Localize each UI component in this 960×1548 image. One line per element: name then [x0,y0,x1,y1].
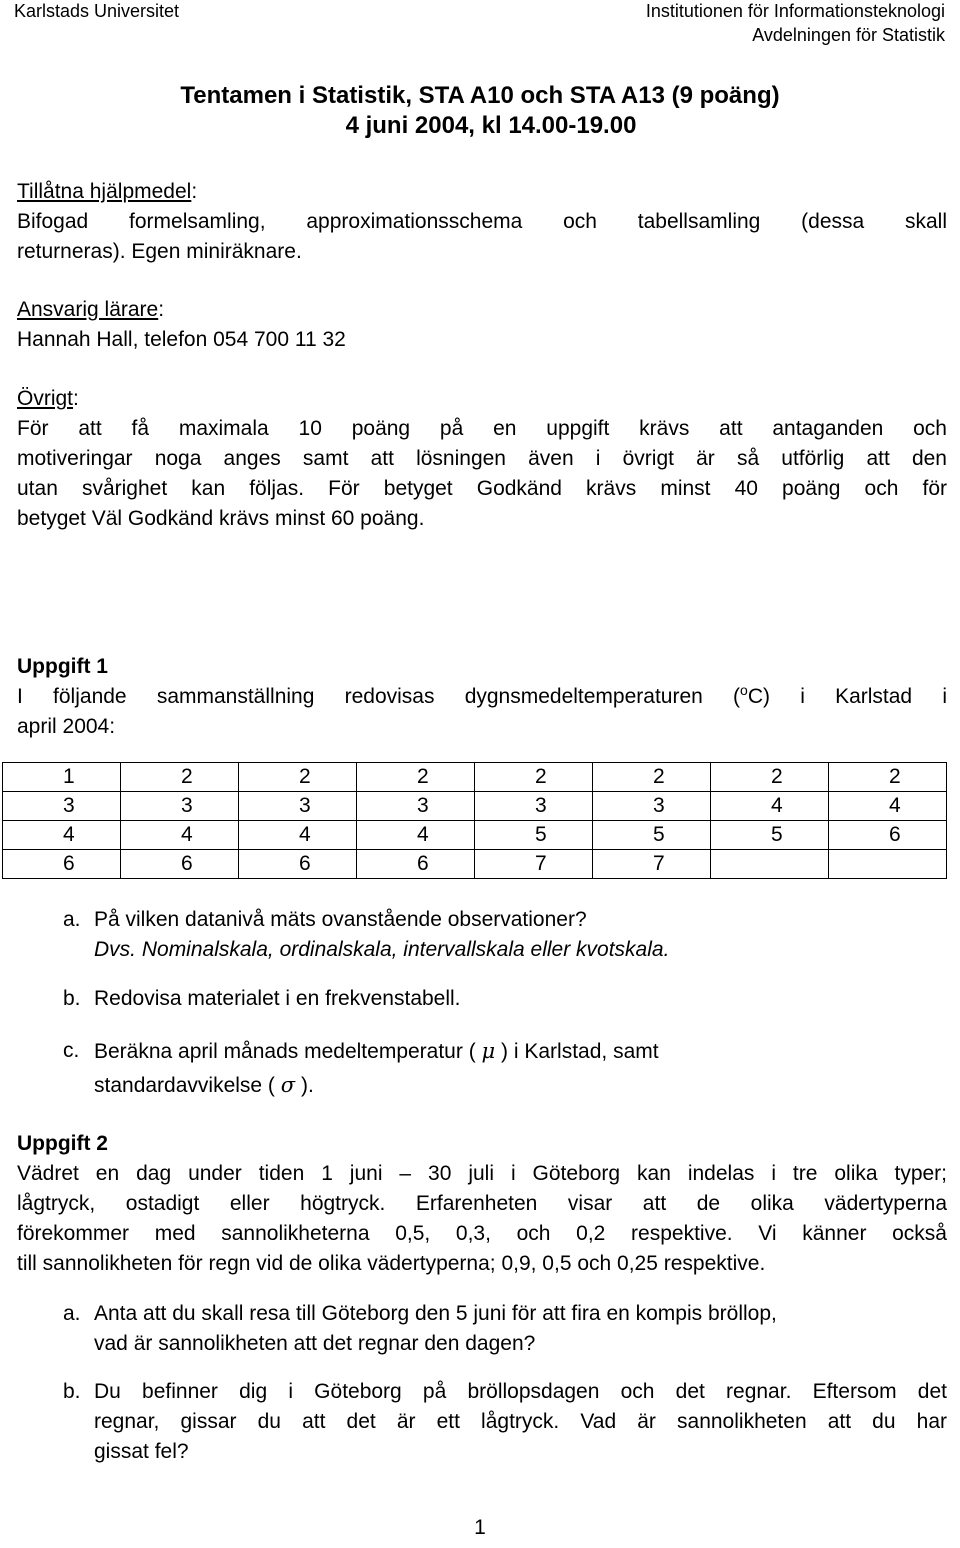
table-row [3,792,947,821]
table-cell: 3 [239,792,357,821]
table-cell: 3 [593,792,711,821]
table-cell: 5 [475,821,593,850]
other-line3: utan svårighet kan följas. För betyget Godkänd krävs minst 40 poäng och för [17,477,947,500]
exam-title-line2: 4 juni 2004, kl 14.00-19.00 [345,112,637,139]
table-cell: 6 [121,850,239,879]
other-line4: betyget Väl Godkänd krävs minst 60 poäng. [17,507,425,530]
table-cell: 4 [121,821,239,850]
page-number: 1 [474,1516,486,1539]
table-cell: 2 [121,763,239,792]
task1-section [17,652,947,742]
table-cell: 6 [3,850,121,879]
task2-b-line3: gissat fel? [94,1440,189,1463]
other-section: Övrigt: För att få maximala 10 poäng på en uppgift krävs att antaganden och motiveringar noga anges samt att lösningen även i övrigt är så utförlig att den utan svårighet kan följas. För betyget Godkänd krävs minst 40 poäng och för betyget Väl Godkänd krävs minst 60 poäng. [17,384,947,534]
table-cell: 4 [3,821,121,850]
table-cell: 5 [711,821,829,850]
allowed-aids-line2: returneras). Egen miniräknare. [17,240,302,263]
table-cell: 6 [829,821,947,850]
table-cell: 6 [357,850,475,879]
task2-a-line1: Anta att du skall resa till Göteborg den 5 juni för att fira en kompis bröllop, [94,1302,777,1325]
task2-a-label: a. [63,1302,81,1325]
table-cell: 2 [475,763,593,792]
task2-line2: lågtryck, ostadigt eller högtryck. Erfarenheten visar att de olika vädertyperna [17,1192,947,1215]
degree-superscript: o [740,682,748,698]
task2-b-label: b. [63,1380,81,1403]
table-row [3,821,947,850]
task1-intro-line1: I följande sammanställning redovisas dygnsmedeltemperaturen ($^o$C) i Karlstad i [17,682,947,708]
table-cell: 3 [357,792,475,821]
task2-b-line2: regnar, gissar du att det är ett lågtryck. Vad är sannolikheten att du har [94,1410,947,1433]
table-row [3,763,947,792]
table-cell: 6 [239,850,357,879]
task2-a-line2: vad är sannolikheten att det regnar den dagen? [94,1332,536,1355]
table-cell: 7 [475,850,593,879]
division-name: Avdelningen för Statistik [752,25,945,45]
table-cell: 3 [3,792,121,821]
table-cell: 2 [239,763,357,792]
university-name: Karlstads Universitet [14,1,180,21]
table-cell: 4 [357,821,475,850]
allowed-aids-section: Tillåtna hjälpmedel: Bifogad formelsamling, approximationsschema och tabellsamling (dessa skall returneras). Egen miniräknare. [17,177,947,267]
table-row [3,850,947,879]
teacher-contact: Hannah Hall, telefon 054 700 11 32 [17,328,346,351]
task2-section [17,1129,947,1279]
table-cell: 2 [711,763,829,792]
task2-b-line1: Du befinner dig i Göteborg på bröllopsdagen och det regnar. Eftersom det [94,1380,947,1403]
allowed-aids-line1: Bifogad formelsamling, approximationsschema och tabellsamling (dessa skall [17,210,947,233]
teacher-section: Ansvarig lärare: Hannah Hall, telefon 054 700 11 32 [17,295,947,355]
table-cell: 1 [3,763,121,792]
task2-line3: förekommer med sannolikheterna 0,5, 0,3, och 0,2 respektive. Vi känner också [17,1222,947,1245]
sigma-symbol: σ [280,1073,296,1097]
task2-line4: till sannolikheten för regn vid de olika vädertyperna; 0,9, 0,5 och 0,25 respektive. [17,1252,766,1275]
table-cell: 2 [357,763,475,792]
other-line1: För att få maximala 10 poäng på en uppgift krävs att antaganden och [17,417,947,440]
exam-title-line1: Tentamen i Statistik, STA A10 och STA A13 (9 poäng) [180,82,780,109]
question-b-label: b. [63,987,81,1010]
table-cell: 4 [239,821,357,850]
task1-intro-line2: april 2004: [17,715,116,738]
question-a-text: På vilken datanivå mäts ovanstående observationer? [94,908,587,931]
table-cell [711,850,829,879]
task2-line1: Vädret en dag under tiden 1 juni – 30 juli i Göteborg kan indelas i tre olika typer; [17,1162,947,1185]
task1-heading: Uppgift 1 [17,655,108,678]
table-cell: 3 [121,792,239,821]
allowed-aids-heading: Tillåtna hjälpmedel [17,180,192,203]
table-cell: 2 [593,763,711,792]
question-c-label: c. [63,1039,80,1062]
exam-title [0,81,960,141]
table-cell: 4 [711,792,829,821]
question-a-hint: Dvs. Nominalskala, ordinalskala, intervallskala eller kvotskala. [94,938,670,961]
teacher-heading: Ansvarig lärare [17,298,159,321]
table-cell [829,850,947,879]
mu-symbol: μ [481,1039,496,1063]
department-header [646,0,945,47]
institution-name: Institutionen för Informationsteknologi [645,1,945,21]
table-cell: 2 [829,763,947,792]
table-cell: 4 [829,792,947,821]
task2-heading: Uppgift 2 [17,1132,108,1155]
question-c-line1: Beräkna april månads medeltemperatur ( μ ) i Karlstad, samt [94,1039,659,1063]
question-c-line2: standardavvikelse ( σ ). [94,1073,314,1097]
question-a-label: a. [63,908,81,931]
temperature-table [2,762,947,879]
table-cell: 3 [475,792,593,821]
table-cell: 5 [593,821,711,850]
question-b-text: Redovisa materialet i en frekvenstabell. [94,987,461,1010]
table-cell: 7 [593,850,711,879]
other-heading: Övrigt [17,387,74,410]
other-line2: motiveringar noga anges samt att lösningen även i övrigt är så utförlig att den [17,447,947,470]
